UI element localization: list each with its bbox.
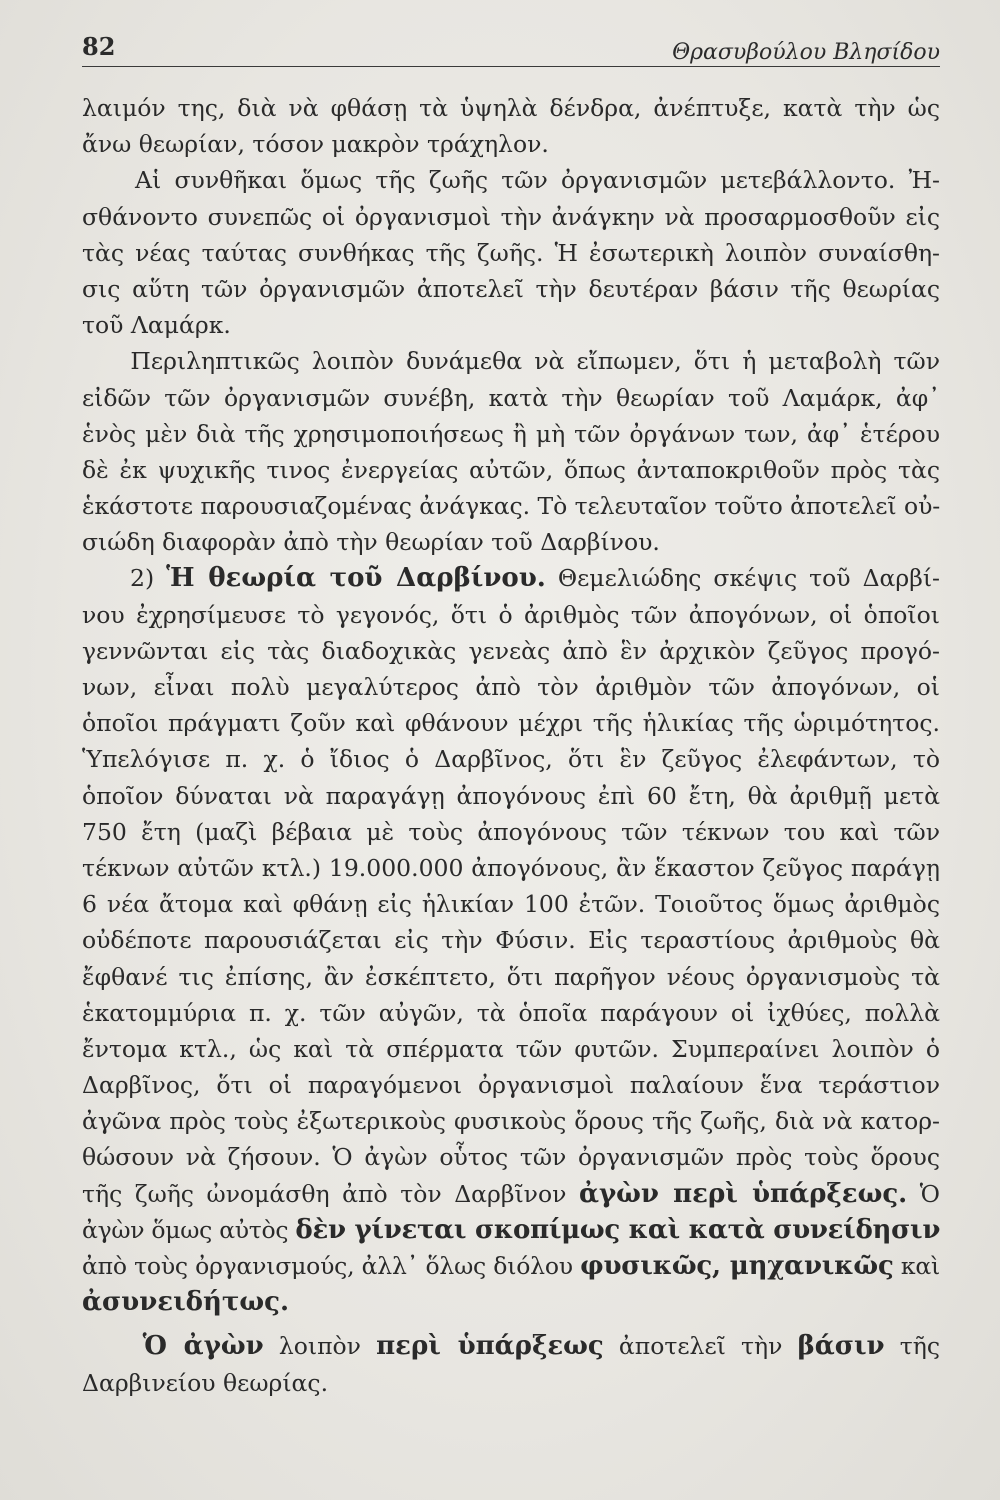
text-run: σιώδη διαφορὰν ἀπὸ τὴν θεωρίαν τοῦ Δαρβίνου. bbox=[82, 528, 660, 557]
text-run: ἑκάστοτε παρουσιαζομένας ἀνάγκας. Τὸ τελευταῖον τοῦτο ἀποτελεῖ οὐ- bbox=[82, 492, 941, 521]
bold-text: Ὁ ἀγὼν bbox=[142, 1331, 264, 1362]
text-line bbox=[82, 705, 940, 741]
bold-text: φυσικῶς, μηχανικῶς bbox=[580, 1251, 894, 1281]
text-line bbox=[82, 343, 940, 379]
text-run: καὶ bbox=[893, 1252, 940, 1280]
text-line bbox=[82, 922, 940, 958]
text-run: σις αὕτη τῶν ὀργανισμῶν ἀποτελεῖ τὴν δευτέραν βάσιν τῆς θεωρίας bbox=[82, 274, 940, 303]
text-run: τέκνων αὐτῶν κτλ.) 19.000.000 ἀπογόνους, ἂν ἕκαστον ζεῦγος παράγῃ bbox=[82, 853, 940, 882]
text-line bbox=[82, 235, 940, 271]
text-line bbox=[82, 524, 940, 560]
text-line bbox=[82, 669, 940, 705]
text-run: οὐδέποτε παρουσιάζεται εἰς τὴν Φύσιν. Εἰς τεραστίους ἀριθμοὺς θὰ bbox=[82, 926, 940, 955]
text-run: 6 νέα ἄτομα καὶ φθάνῃ εἰς ἡλικίαν 100 ἐτῶν. Τοιοῦτος ὅμως ἀριθμὸς bbox=[82, 890, 940, 919]
bold-text: δὲν γίνεται σκοπίμως καὶ κατὰ συνείδησιν bbox=[295, 1214, 941, 1245]
text-run: ἄνω θεωρίαν, τόσον μακρὸν τράχηλον. bbox=[82, 130, 549, 159]
bold-text: ἀσυνειδήτως. bbox=[82, 1287, 290, 1318]
text-run: δὲ ἐκ ψυχικῆς τινος ἐνεργείας αὐτῶν, ὅπως ἀνταποκριθοῦν πρὸς τὰς bbox=[82, 455, 940, 484]
text-run: ἑνὸς μὲν διὰ τῆς χρησιμοποιήσεως ἢ μὴ τῶν ὀργάνων των, ἀφ᾽ ἑτέρου bbox=[82, 419, 940, 448]
text-run: τῆς ζωῆς ὠνομάσθη ἀπὸ τὸν Δαρβῖνον bbox=[82, 1179, 579, 1208]
text-run: ὁποῖοι πράγματι ζοῦν καὶ φθάνουν μέχρι τῆς ἡλικίας τῆς ὡριμότητος. bbox=[82, 709, 940, 738]
text-run: 750 ἔτη (μαζὶ βέβαια μὲ τοὺς ἀπογόνους τῶν τέκνων του καὶ τῶν bbox=[82, 817, 940, 846]
text-line bbox=[82, 162, 940, 198]
text-line bbox=[82, 1328, 940, 1364]
text-run bbox=[82, 1332, 143, 1360]
header-rule bbox=[82, 66, 940, 67]
text-run: ὁποῖον δύναται νὰ παραγάγῃ ἀπογόνους ἐπὶ 60 ἔτη, θὰ ἀριθμῇ μετὰ bbox=[82, 781, 940, 810]
text-run: τῆς bbox=[884, 1332, 941, 1361]
text-run: λοιπὸν bbox=[263, 1332, 377, 1361]
text-run: ἔντομα κτλ., ὡς καὶ τὰ σπέρματα τῶν φυτῶν. Συμπεραίνει λοιπὸν ὁ bbox=[82, 1034, 940, 1063]
text-line bbox=[82, 380, 940, 416]
text-line bbox=[82, 959, 940, 995]
bold-text: Ἡ θεωρία τοῦ Δαρβίνου. bbox=[166, 563, 546, 594]
text-line bbox=[82, 307, 940, 343]
text-run: ἑκατομμύρια π. χ. τῶν αὐγῶν, τὰ ὁποῖα παράγουν οἱ ἰχθύες, πολλὰ bbox=[82, 998, 940, 1027]
text-run: ἀγὼν ὅμως αὐτὸς bbox=[82, 1215, 296, 1244]
text-run: νου ἐχρησίμευσε τὸ γεγονός, ὅτι ὁ ἀριθμὸς τῶν ἀπογόνων, οἱ ὁποῖοι bbox=[82, 600, 940, 629]
text-line bbox=[82, 1365, 940, 1401]
text-run: Αἱ συνθῆκαι ὅμως τῆς ζωῆς τῶν ὀργανισμῶν μετεβάλλοντο. Ἠ- bbox=[82, 166, 940, 195]
text-run: τοῦ Λαμάρκ. bbox=[82, 311, 231, 340]
text-line bbox=[82, 741, 940, 777]
text-line bbox=[82, 995, 940, 1031]
text-run: τὰς νέας ταύτας συνθήκας τῆς ζωῆς. Ἡ ἐσωτερικὴ λοιπὸν συναίσθη- bbox=[82, 238, 940, 267]
text-run: 2) bbox=[82, 564, 167, 593]
text-line bbox=[82, 90, 940, 126]
text-line bbox=[82, 597, 940, 633]
text-line bbox=[82, 1284, 940, 1320]
text-run: σθάνοντο συνεπῶς οἱ ὀργανισμοὶ τὴν ἀνάγκην νὰ προσαρμοσθοῦν εἰς bbox=[82, 202, 940, 231]
text-line bbox=[82, 886, 940, 922]
text-run: Θεμελιώδης σκέψις τοῦ Δαρβί- bbox=[545, 564, 940, 593]
text-run: Περιληπτικῶς λοιπὸν δυνάμεθα νὰ εἴπωμεν, ὅτι ἡ μεταβολὴ τῶν bbox=[82, 347, 940, 376]
text-line bbox=[82, 1212, 940, 1248]
text-line bbox=[82, 1067, 940, 1103]
page-header bbox=[82, 22, 940, 72]
text-run: λαιμόν της, διὰ νὰ φθάσῃ τὰ ὑψηλὰ δένδρα, ἀνέπτυξε, κατὰ τὴν ὡς bbox=[82, 94, 940, 122]
text-line bbox=[82, 1031, 940, 1067]
text-line bbox=[82, 1139, 940, 1175]
text-line bbox=[82, 1103, 940, 1139]
text-run: ἀπὸ τοὺς ὀργανισμούς, ἀλλ᾽ ὅλως διόλου bbox=[82, 1252, 581, 1280]
text-line bbox=[82, 633, 940, 669]
text-run: γεννῶνται εἰς τὰς διαδοχικὰς γενεὰς ἀπὸ ἓν ἀρχικὸν ζεῦγος προγό- bbox=[82, 636, 940, 665]
text-run: Ὑπελόγισε π. χ. ὁ ἴδιος ὁ Δαρβῖνος, ὅτι ἓν ζεῦγος ἐλεφάντων, τὸ bbox=[82, 745, 940, 774]
text-line bbox=[82, 452, 940, 488]
text-run: θώσουν νὰ ζήσουν. Ὁ ἀγὼν οὗτος τῶν ὀργανισμῶν πρὸς τοὺς ὅρους bbox=[82, 1143, 940, 1172]
page-number: 82 bbox=[82, 32, 116, 61]
text-run: νων, εἶναι πολὺ μεγαλύτερος ἀπὸ τὸν ἀριθμὸν τῶν ἀπογόνων, οἱ bbox=[82, 673, 940, 701]
text-run: Δαρβινείου θεωρίας. bbox=[82, 1368, 329, 1397]
text-run: Δαρβῖνος, ὅτι οἱ παραγόμενοι ὀργανισμοὶ παλαίουν ἕνα τεράστιον bbox=[82, 1071, 940, 1100]
text-line bbox=[82, 850, 940, 886]
text-line bbox=[82, 778, 940, 814]
bold-text: βάσιν bbox=[797, 1331, 885, 1362]
text-run: ἔφθανέ τις ἐπίσης, ἂν ἐσκέπτετο, ὅτι παρῆγον νέους ὀργανισμοὺς τὰ bbox=[82, 962, 940, 991]
text-line bbox=[82, 560, 940, 596]
text-line bbox=[82, 814, 940, 850]
bold-text: ἀγὼν περὶ ὑπάρξεως. bbox=[578, 1178, 908, 1209]
bold-text: περὶ ὑπάρξεως bbox=[376, 1331, 604, 1362]
text-line bbox=[82, 488, 940, 524]
body-text bbox=[82, 90, 940, 1401]
running-head: Θρασυβούλου Βλησίδου bbox=[672, 40, 940, 65]
text-line bbox=[82, 416, 940, 452]
text-run: εἰδῶν τῶν ὀργανισμῶν συνέβη, κατὰ τὴν θεωρίαν τοῦ Λαμάρκ, ἀφ᾽ bbox=[82, 383, 940, 412]
text-line bbox=[82, 271, 940, 307]
text-line bbox=[82, 199, 940, 235]
text-run: Ὁ bbox=[907, 1179, 940, 1208]
text-line bbox=[82, 1176, 940, 1212]
text-run: ἀποτελεῖ τὴν bbox=[603, 1332, 798, 1361]
text-run: ἀγῶνα πρὸς τοὺς ἐξωτερικοὺς φυσικοὺς ὅρους τῆς ζωῆς, διὰ νὰ κατορ- bbox=[82, 1107, 940, 1136]
text-line bbox=[82, 1248, 940, 1284]
text-line bbox=[82, 126, 940, 162]
